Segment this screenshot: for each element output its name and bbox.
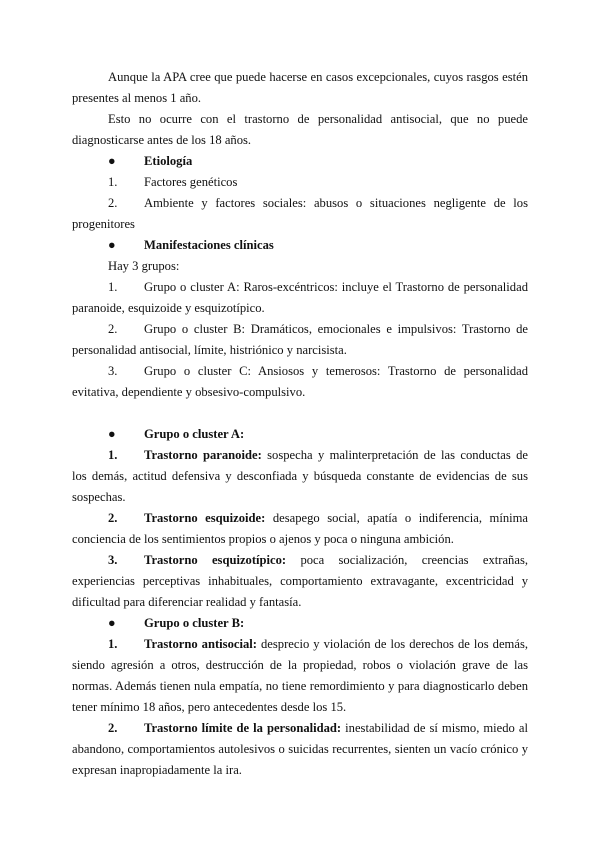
list-number: 1. — [108, 637, 118, 651]
section-heading-manifestaciones — [72, 235, 528, 256]
paragraph-antisocial: Esto no ocurre con el trastorno de personalidad antisocial, que no puede diagnosticarse antes de los 18 años. — [72, 112, 528, 147]
list-item — [72, 361, 528, 403]
list-item — [72, 508, 528, 550]
list-item — [72, 718, 528, 781]
list-item — [72, 172, 528, 193]
list-item — [72, 277, 528, 319]
list-item — [72, 319, 528, 361]
bullet-icon: ● — [108, 154, 116, 168]
list-text: Ambiente y factores sociales: abusos o situaciones negligente de los progenitores — [72, 196, 528, 231]
list-text: Grupo o cluster A: Raros-excéntricos: incluye el Trastorno de personalidad paranoide, esquizoide y esquizotípico. — [72, 280, 528, 315]
list-term: Trastorno paranoide: — [144, 448, 262, 462]
section-heading-etiologia — [72, 151, 528, 172]
list-text: Grupo o cluster C: Ansiosos y temerosos: Trastorno de personalidad evitativa, dependiente y obsesivo-compulsivo. — [72, 364, 528, 399]
list-term: Trastorno esquizoide: — [144, 511, 266, 525]
list-text: Factores genéticos — [144, 175, 238, 189]
list-number: 3. — [108, 364, 118, 378]
list-number: 2. — [108, 322, 118, 336]
list-number: 1. — [108, 448, 118, 462]
list-number: 1. — [108, 175, 118, 189]
bullet-icon: ● — [108, 427, 116, 441]
list-number: 2. — [108, 721, 118, 735]
heading-text: Manifestaciones clínicas — [144, 238, 274, 252]
list-number: 2. — [108, 511, 118, 525]
intro-text: Hay 3 grupos: — [108, 259, 180, 273]
list-item — [72, 550, 528, 613]
list-item — [72, 634, 528, 718]
bullet-icon: ● — [108, 238, 116, 252]
list-number: 2. — [108, 196, 118, 210]
section-heading-cluster-a — [72, 424, 528, 445]
list-number: 3. — [108, 553, 118, 567]
heading-text: Etiología — [144, 154, 193, 168]
spacer — [72, 403, 528, 424]
section-heading-cluster-b — [72, 613, 528, 634]
list-number: 1. — [108, 280, 118, 294]
list-text: sospecha y malinterpretación de las conductas de los demás, actitud defensiva y desconfiada y búsqueda constante de evidencias de sus sospechas. — [72, 448, 529, 504]
heading-text: Grupo o cluster B: — [144, 616, 245, 630]
list-item — [72, 193, 528, 235]
list-term: Trastorno límite de la personalidad: — [144, 721, 342, 735]
list-term: Trastorno antisocial: — [144, 637, 257, 651]
document-body — [72, 67, 528, 781]
paragraph-apa: Aunque la APA cree que puede hacerse en casos excepcionales, cuyos rasgos estén presentes al menos 1 año. — [72, 70, 528, 105]
heading-text: Grupo o cluster A: — [144, 427, 245, 441]
list-text: Grupo o cluster B: Dramáticos, emocionales e impulsivos: Trastorno de personalidad antisocial, límite, histriónico y narcisista. — [72, 322, 528, 357]
list-item — [72, 445, 528, 508]
list-text: desprecio y violación de los derechos de los demás, siendo agresión a otros, destrucción de la propiedad, robos o violación grave de las normas. Además tienen nula empatía, no tiene remordimiento y para diagnosticarlo deben tener mínimo 18 años, pero antecedentes desde los 15. — [72, 637, 528, 714]
list-term: Trastorno esquizotípico: — [144, 553, 287, 567]
bullet-icon: ● — [108, 616, 116, 630]
list-text: poca socialización, creencias extrañas, experiencias perceptivas inhabituales, comportamiento extravagante, excentricidad y dificultad para diferenciar realidad y fantasía. — [72, 553, 528, 609]
list-text: inestabilidad de sí mismo, miedo al abandono, comportamientos autolesivos o suicidas recurrentes, sienten un vacío crónico y expresan inapropiadamente la ira. — [72, 721, 528, 777]
list-text: desapego social, apatía o indiferencia, mínima conciencia de los sentimientos propios o ajenos y poca o ninguna ambición. — [72, 511, 528, 546]
